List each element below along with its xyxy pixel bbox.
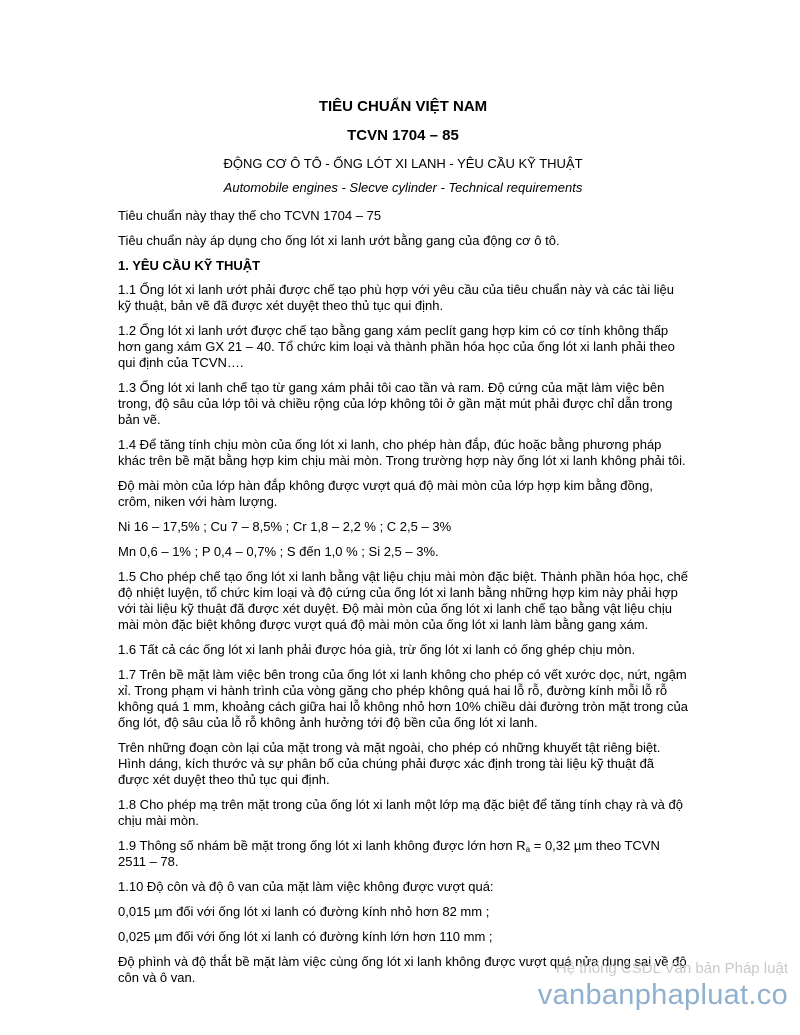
document-title: TIÊU CHUẨN VIỆT NAM xyxy=(318,98,488,115)
watermark-caption: Hệ thống CSDL Văn bản Pháp luật xyxy=(555,960,788,977)
clause-1-2: 1.2 Ống lót xi lanh ướt được chế tạo bằng gang xám peclít gang hợp kim có cơ tính không thấp hơn gang xám GX 21 – 40. Tổ chức kim loại và thành phần hóa học của ống lót xi lanh phải theo qui định của TCVN…. xyxy=(118,323,675,370)
clause-1-9 xyxy=(118,838,688,870)
clause-1-4: 1.4 Để tăng tính chịu mòn của ống lót xi lanh, cho phép hàn đắp, đúc hoặc bằng phương pháp khác trên bề mặt bằng hợp kim chịu mài mòn. Trong trường hợp này ống lót xi lanh không phải tôi. xyxy=(118,437,686,468)
standard-code: TCVN 1704 – 85 xyxy=(347,127,459,144)
bulge-constriction-paragraph: Độ phình và độ thắt bề mặt làm việc cùng ống lót xi lanh không được vượt quá nửa dung sai về độ côn và ô van. xyxy=(118,954,687,985)
watermark xyxy=(538,960,788,1012)
roughness-subscript: a xyxy=(525,845,531,854)
clause-1-3: 1.3 Ống lót xi lanh chế tạo từ gang xám phải tôi cao tần và ram. Độ cứng của mặt làm việc bên trong, độ sâu của lớp tôi và chiều rộng của lớp không tôi ở gần mặt mút phải được chỉ dẫn trong bản vẽ. xyxy=(118,380,673,427)
document-page xyxy=(118,98,688,995)
watermark-site: vanbanphapluat.co xyxy=(537,979,788,1011)
clause-1-7: 1.7 Trên bề mặt làm việc bên trong của ống lót xi lanh không cho phép có vết xước dọc, nứt, ngậm xỉ. Trong phạm vi hành trình của vòng găng cho phép không quá hai lỗ rỗ, đường kính mỗi lỗ rỗ không quá 1 mm, khoảng cách giữa hai lỗ không nhỏ hơn 10% chiều dài đường tròn mặt trong của ống lót, độ sâu của lỗ rỗ không ảnh hưởng tới độ bền của ống lót xi lanh. xyxy=(118,667,688,730)
clause-1-8: 1.8 Cho phép mạ trên mặt trong của ống lót xi lanh một lớp mạ đặc biệt để tăng tính chạy rà và độ chịu mài mòn. xyxy=(118,797,683,828)
defects-paragraph: Trên những đoạn còn lại của mặt trong và mặt ngoài, cho phép có những khuyết tật riêng biệt. Hình dáng, kích thước và sự phân bố của chúng phải được xác định trong tài liệu kỹ thuật đã được xét duyệt theo thủ tục qui định. xyxy=(118,740,661,787)
wear-requirement: Độ mài mòn của lớp hàn đắp không được vượt quá độ mài mòn của lớp hợp kim bằng đồng, crôm, niken với hàm lượng. xyxy=(118,478,653,509)
clause-1-9-text: 1.9 Thông số nhám bề mặt trong ống lót xi lanh không được lớn hơn R xyxy=(118,838,526,853)
tolerance-small-diameter: 0,015 µm đối với ống lót xi lanh có đường kính nhỏ hơn 82 mm ; xyxy=(118,904,490,919)
clause-1-10: 1.10 Độ côn và độ ô van của mặt làm việc không được vượt quá: xyxy=(118,879,494,894)
tolerance-large-diameter: 0,025 µm đối với ống lót xi lanh có đường kính lớn hơn 110 mm ; xyxy=(118,929,493,944)
clause-1-9-value: = 0,32 µm theo TCVN 2511 – 78. xyxy=(118,838,660,869)
composition-line-2: Mn 0,6 – 1% ; P 0,4 – 0,7% ; S đến 1,0 % ; Si 2,5 – 3%. xyxy=(118,544,439,559)
section-heading: 1. YÊU CẦU KỸ THUẬT xyxy=(118,258,261,273)
document-subtitle: ĐỘNG CƠ Ô TÔ - ỐNG LÓT XI LANH - YÊU CẦU KỸ THUẬT xyxy=(223,156,583,171)
clause-1-6: 1.6 Tất cả các ống lót xi lanh phải được hóa già, trừ ống lót xi lanh có ống ghép chịu mòn. xyxy=(118,642,636,657)
intro-scope: Tiêu chuẩn này áp dụng cho ống lót xi lanh ướt bằng gang của động cơ ô tô. xyxy=(118,233,560,248)
clause-1-5: 1.5 Cho phép chế tạo ống lót xi lanh bằng vật liệu chịu mài mòn đặc biệt. Thành phần hóa học, chế độ nhiệt luyện, tổ chức kim loại và độ cứng của ống lót xi lanh bằng những hợp kim này phải hợp với tài liệu kỹ thuật đã được xét duyệt. Độ mài mòn của ống lót xi lanh chế tạo bằng vật liệu chịu mài mòn đặc biệt không được vượt quá độ mài mòn của ống lót xi lanh làm bằng gang xám. xyxy=(118,569,688,632)
composition-line-1: Ni 16 – 17,5% ; Cu 7 – 8,5% ; Cr 1,8 – 2,2 % ; C 2,5 – 3% xyxy=(118,519,452,534)
clause-1-1: 1.1 Ống lót xi lanh ướt phải được chế tạo phù hợp với yêu cầu của tiêu chuẩn này và các tài liệu kỹ thuật, bản vẽ đã được xét duyệt theo thủ tục qui định. xyxy=(118,282,674,313)
english-title: Automobile engines - Slecve cylinder - Technical requirements xyxy=(223,180,583,195)
intro-replaces: Tiêu chuẩn này thay thế cho TCVN 1704 – 75 xyxy=(118,208,382,223)
